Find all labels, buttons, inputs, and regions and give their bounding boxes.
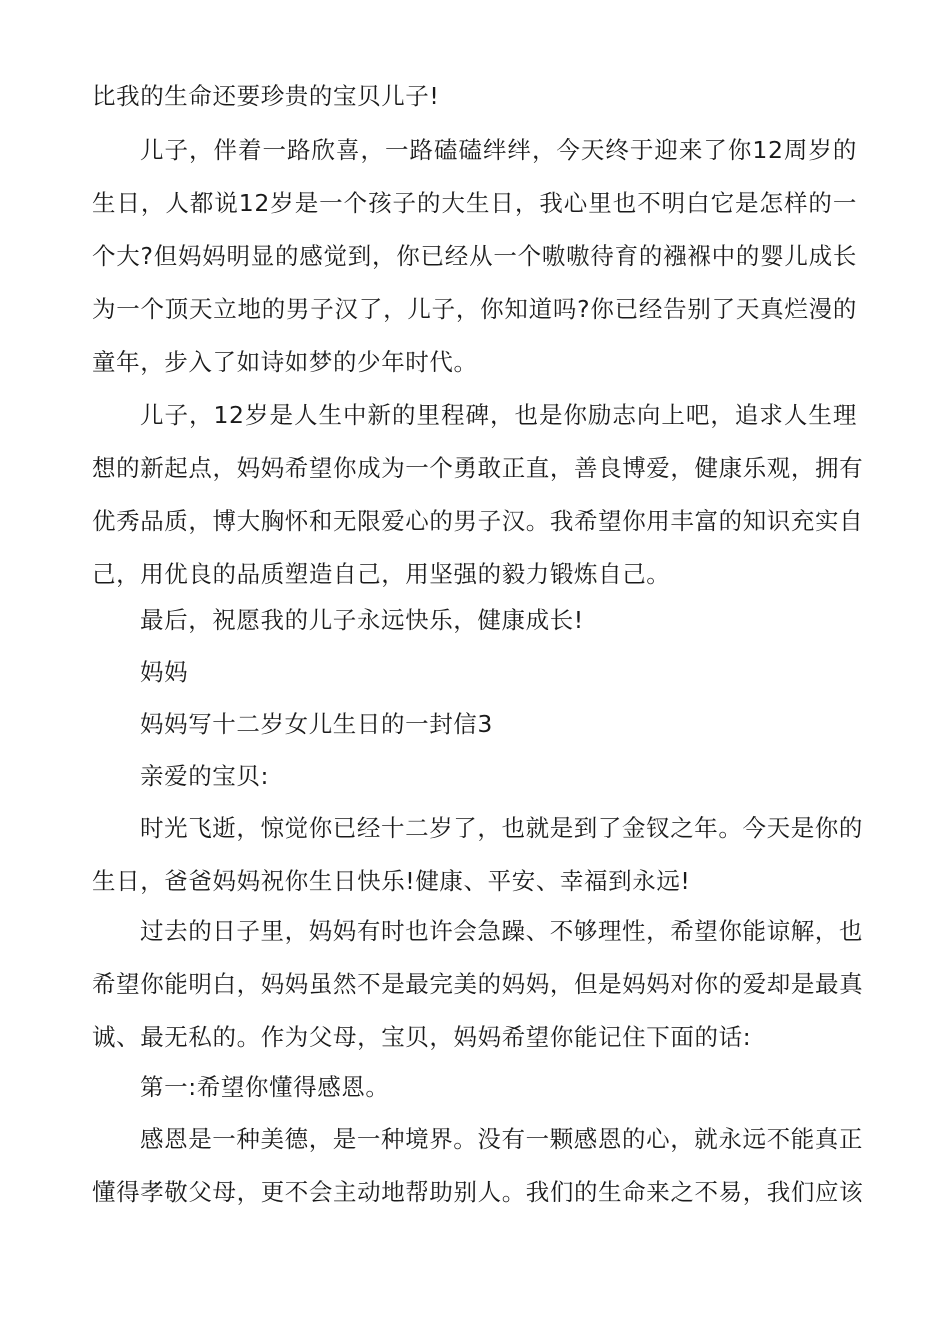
- text-line: 生日，爸爸妈妈祝你生日快乐!健康、平安、幸福到永远!: [92, 867, 691, 895]
- closing-wish: 最后，祝愿我的儿子永远快乐，健康成长!: [140, 606, 584, 634]
- text-line: 比我的生命还要珍贵的宝贝儿子!: [92, 82, 440, 110]
- section-title: 妈妈写十二岁女儿生日的一封信3: [140, 710, 493, 738]
- text-line: 诚、最无私的。作为父母，宝贝，妈妈希望你能记住下面的话:: [92, 1023, 752, 1051]
- paragraph-first-line: 儿子，伴着一路欣喜，一路磕磕绊绊，今天终于迎来了你12周岁的: [140, 136, 857, 164]
- paragraph-first-line: 感恩是一种美德，是一种境界。没有一颗感恩的心，就永远不能真正: [140, 1125, 863, 1153]
- paragraph-first-line: 过去的日子里，妈妈有时也许会急躁、不够理性，希望你能谅解，也: [140, 917, 863, 945]
- text-line: 为一个顶天立地的男子汉了，儿子，你知道吗?你已经告别了天真烂漫的: [92, 295, 857, 323]
- text-line: 优秀品质，博大胸怀和无限爱心的男子汉。我希望你用丰富的知识充实自: [92, 507, 864, 535]
- signature: 妈妈: [140, 658, 189, 686]
- paragraph-first-line: 时光飞逝，惊觉你已经十二岁了，也就是到了金钗之年。今天是你的: [140, 814, 863, 842]
- text-line: 生日，人都说12岁是一个孩子的大生日，我心里也不明白它是怎样的一: [92, 189, 857, 217]
- text-line: 己，用优良的品质塑造自己，用坚强的毅力锻炼自己。: [92, 560, 671, 588]
- paragraph-first-line: 儿子，12岁是人生中新的里程碑，也是你励志向上吧，追求人生理: [140, 401, 857, 429]
- text-line: 懂得孝敬父母，更不会主动地帮助别人。我们的生命来之不易，我们应该: [92, 1178, 864, 1206]
- salutation: 亲爱的宝贝:: [140, 762, 270, 790]
- text-line: 想的新起点，妈妈希望你成为一个勇敢正直，善良博爱，健康乐观，拥有: [92, 454, 864, 482]
- text-line: 希望你能明白，妈妈虽然不是最完美的妈妈，但是妈妈对你的爱却是最真: [92, 970, 864, 998]
- text-line: 个大?但妈妈明显的感觉到，你已经从一个嗷嗷待育的襁褓中的婴儿成长: [92, 242, 857, 270]
- text-line: 童年，步入了如诗如梦的少年时代。: [92, 348, 478, 376]
- point-heading: 第一:希望你懂得感恩。: [140, 1073, 390, 1101]
